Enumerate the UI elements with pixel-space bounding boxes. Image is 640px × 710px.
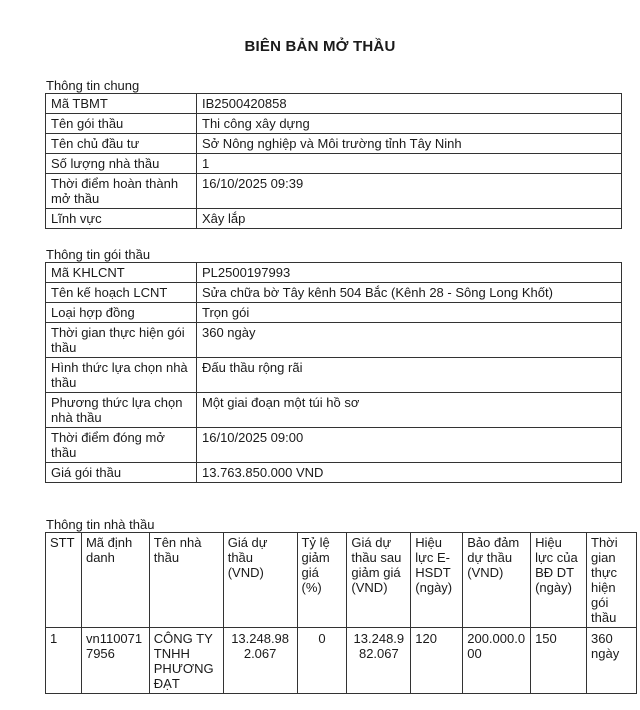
section-package-label: Thông tin gói thầu <box>46 247 151 262</box>
table-cell: 120 <box>411 628 463 694</box>
document-title: BIÊN BẢN MỞ THẦU <box>244 38 396 55</box>
field-value: 16/10/2025 09:00 <box>197 428 622 463</box>
table-cell: vn1100717956 <box>81 628 149 694</box>
field-value: Thi công xây dựng <box>197 114 622 134</box>
field-value: Một giai đoạn một túi hồ sơ <box>197 393 622 428</box>
table-row <box>46 154 622 174</box>
field-key: Tên chủ đầu tư <box>46 134 197 154</box>
column-header: Giá dự thầu sau giảm giá (VND) <box>347 533 411 628</box>
table-row <box>46 463 622 483</box>
table-row <box>46 114 622 134</box>
field-key: Lĩnh vực <box>46 209 197 229</box>
table-row <box>46 174 622 209</box>
table-cell: CÔNG TY TNHH PHƯƠNG ĐẠT <box>149 628 223 694</box>
table-header-row <box>46 533 637 628</box>
field-value: Đấu thầu rộng rãi <box>197 358 622 393</box>
column-header: Giá dự thầu (VND) <box>223 533 297 628</box>
field-value: IB2500420858 <box>197 94 622 114</box>
table-row <box>46 134 622 154</box>
column-header: Bảo đảm dự thầu (VND) <box>463 533 531 628</box>
table-row <box>46 263 622 283</box>
field-key: Số lượng nhà thầu <box>46 154 197 174</box>
table-row <box>46 428 622 463</box>
field-key: Phương thức lựa chọn nhà thầu <box>46 393 197 428</box>
table-row <box>46 628 637 694</box>
section-general-label: Thông tin chung <box>46 78 140 93</box>
table-row <box>46 283 622 303</box>
table-cell: 13.248.982.067 <box>347 628 411 694</box>
field-value: PL2500197993 <box>197 263 622 283</box>
column-header: Mã định danh <box>81 533 149 628</box>
table-cell: 150 <box>531 628 587 694</box>
table-row <box>46 393 622 428</box>
table-cell: 0 <box>297 628 347 694</box>
bidders-table <box>45 532 637 694</box>
table-cell: 1 <box>46 628 82 694</box>
field-key: Tên gói thầu <box>46 114 197 134</box>
table-row <box>46 303 622 323</box>
column-header: STT <box>46 533 82 628</box>
field-value: Xây lắp <box>197 209 622 229</box>
field-key: Tên kế hoạch LCNT <box>46 283 197 303</box>
column-header: Tỷ lệ giảm giá (%) <box>297 533 347 628</box>
field-key: Mã KHLCNT <box>46 263 197 283</box>
column-header: Thời gian thực hiện gói thầu <box>587 533 637 628</box>
table-row <box>46 209 622 229</box>
table-row <box>46 323 622 358</box>
field-key: Hình thức lựa chọn nhà thầu <box>46 358 197 393</box>
field-key: Loại hợp đồng <box>46 303 197 323</box>
table-cell: 13.248.982.067 <box>223 628 297 694</box>
table-cell: 360 ngày <box>587 628 637 694</box>
table-row <box>46 358 622 393</box>
table-row <box>46 94 622 114</box>
section-bidders-label: Thông tin nhà thầu <box>46 517 155 532</box>
column-header: Hiệu lực của BĐ DT (ngày) <box>531 533 587 628</box>
field-key: Thời điểm đóng mở thầu <box>46 428 197 463</box>
field-value: Sửa chữa bờ Tây kênh 504 Bắc (Kênh 28 - Sông Long Khốt) <box>197 283 622 303</box>
column-header: Hiệu lực E-HSDT (ngày) <box>411 533 463 628</box>
field-key: Mã TBMT <box>46 94 197 114</box>
field-value: 13.763.850.000 VND <box>197 463 622 483</box>
field-value: Sở Nông nghiệp và Môi trường tỉnh Tây Ninh <box>197 134 622 154</box>
package-info-table <box>45 262 622 483</box>
general-info-table <box>45 93 622 229</box>
field-value: 360 ngày <box>197 323 622 358</box>
field-value: 16/10/2025 09:39 <box>197 174 622 209</box>
field-key: Thời gian thực hiện gói thầu <box>46 323 197 358</box>
field-key: Giá gói thầu <box>46 463 197 483</box>
field-value: Trọn gói <box>197 303 622 323</box>
field-key: Thời điểm hoàn thành mở thầu <box>46 174 197 209</box>
column-header: Tên nhà thầu <box>149 533 223 628</box>
table-cell: 200.000.000 <box>463 628 531 694</box>
field-value: 1 <box>197 154 622 174</box>
